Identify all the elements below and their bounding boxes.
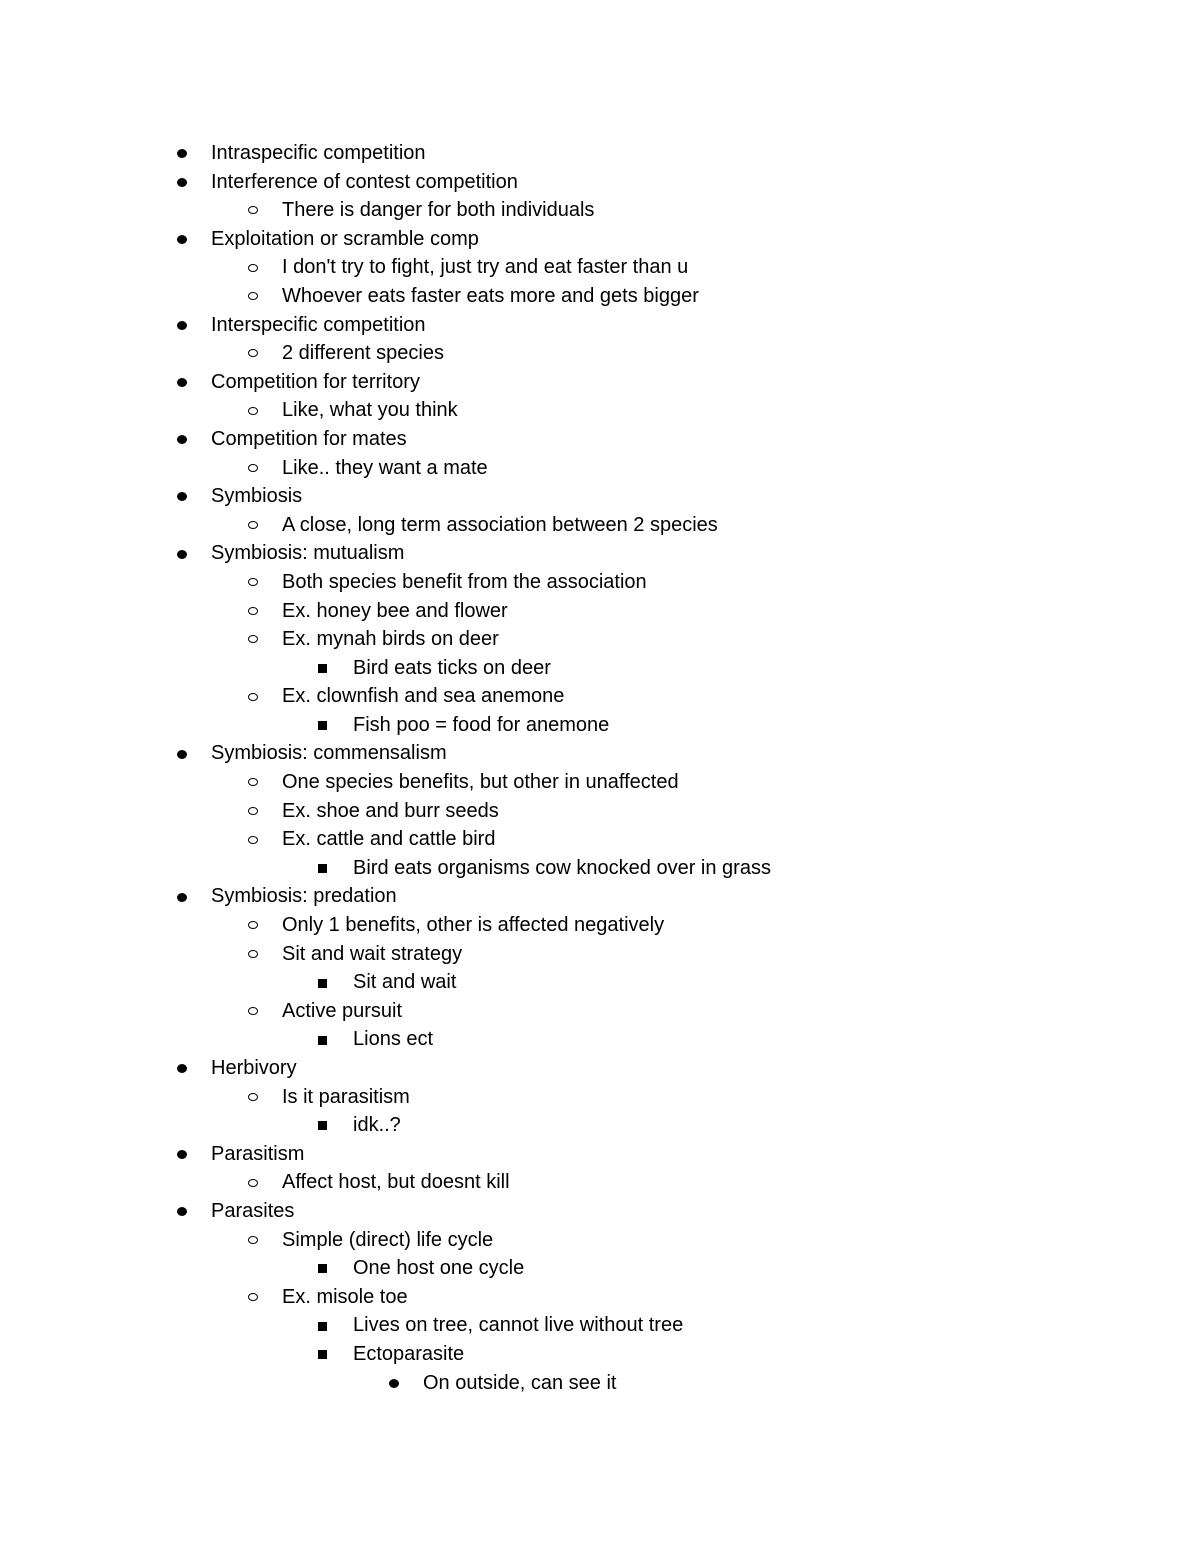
list-item-text: Herbivory: [211, 1057, 297, 1079]
bullet-circle-icon: [248, 768, 262, 797]
bullet-disc-icon: [177, 1140, 191, 1169]
list-item-text: Symbiosis: mutualism: [211, 542, 405, 565]
list-item-level-0: [0, 739, 1200, 768]
bullet-disc-icon: [177, 368, 191, 397]
list-item-level-1: [0, 1083, 1200, 1112]
list-item-text: Only 1 benefits, other is affected negatively: [282, 914, 665, 937]
bullet-square-icon: [318, 1340, 332, 1369]
bullet-circle-icon: [248, 625, 262, 654]
bullet-disc-icon: [177, 1054, 191, 1083]
list-item-text: On outside, can see it: [423, 1371, 617, 1394]
list-item-level-2: [0, 1340, 1200, 1369]
list-item-text: I don't try to fight, just try and eat faster than u: [282, 256, 689, 279]
list-item-level-1: [0, 396, 1200, 425]
list-item-level-1: [0, 625, 1200, 654]
list-item-text: One host one cycle: [353, 1257, 525, 1280]
list-item-level-2: [0, 1111, 1200, 1140]
list-item-level-2: [0, 968, 1200, 997]
list-item-level-1: [0, 797, 1200, 826]
list-item-text: Bird eats ticks on deer: [353, 656, 551, 679]
list-item-text: Like, what you think: [282, 399, 458, 422]
notes-outline: [0, 139, 1200, 1397]
list-item-text: Ex. cattle and cattle bird: [282, 828, 496, 851]
list-item-level-2: [0, 1025, 1200, 1054]
list-item-level-0: [0, 1054, 1200, 1083]
bullet-square-icon: [318, 1254, 332, 1283]
list-item-level-1: [0, 682, 1200, 711]
bullet-disc-icon: [177, 1197, 191, 1226]
list-item-text: Competition for mates: [211, 427, 407, 450]
bullet-square-icon: [318, 711, 332, 740]
bullet-disc-icon: [177, 482, 191, 511]
list-item-level-2: [0, 654, 1200, 683]
list-item-text: Active pursuit: [282, 999, 403, 1022]
list-item-text: Is it parasitism: [282, 1085, 410, 1108]
list-item-text: Bird eats organisms cow knocked over in grass: [353, 856, 771, 879]
bullet-disc-icon: [177, 225, 191, 254]
list-item-text: Intraspecific competition: [211, 142, 426, 164]
list-item-level-2: [0, 1311, 1200, 1340]
bullet-circle-icon: [248, 682, 262, 711]
bullet-disc-icon: [177, 739, 191, 768]
bullet-circle-icon: [248, 454, 262, 483]
bullet-square-icon: [318, 1111, 332, 1140]
list-item-text: Symbiosis: [211, 485, 303, 508]
list-item-text: One species benefits, but other in unaffected: [282, 771, 679, 794]
list-item-level-1: [0, 997, 1200, 1026]
bullet-square-icon: [318, 1025, 332, 1054]
list-item-level-1: [0, 253, 1200, 282]
bullet-disc-icon: [177, 539, 191, 568]
list-item-level-0: [0, 482, 1200, 511]
bullet-circle-icon: [248, 940, 262, 969]
list-item-level-1: [0, 940, 1200, 969]
bullet-circle-icon: [248, 911, 262, 940]
bullet-disc-icon: [177, 311, 191, 340]
list-item-level-2: [0, 854, 1200, 883]
list-item-text: A close, long term association between 2 species: [282, 513, 718, 536]
bullet-circle-icon: [248, 196, 262, 225]
list-item-level-0: [0, 539, 1200, 568]
bullet-disc-icon: [177, 168, 191, 197]
list-item-text: Parasitism: [211, 1142, 305, 1165]
list-item-level-1: [0, 282, 1200, 311]
list-item-text: idk..?: [353, 1114, 401, 1137]
list-item-level-2: [0, 1254, 1200, 1283]
bullet-disc-icon: [389, 1369, 403, 1398]
bullet-circle-icon: [248, 1168, 262, 1197]
list-item-level-0: [0, 168, 1200, 197]
bullet-circle-icon: [248, 1283, 262, 1312]
list-item-level-1: [0, 1283, 1200, 1312]
list-item-text: 2 different species: [282, 342, 444, 365]
list-item-level-3: [0, 1369, 1200, 1398]
list-item-text: Interference of contest competition: [211, 170, 518, 193]
bullet-disc-icon: [177, 882, 191, 911]
bullet-circle-icon: [248, 339, 262, 368]
bullet-circle-icon: [248, 511, 262, 540]
bullet-circle-icon: [248, 997, 262, 1026]
bullet-circle-icon: [248, 568, 262, 597]
list-item-text: Symbiosis: commensalism: [211, 742, 447, 765]
bullet-square-icon: [318, 1311, 332, 1340]
list-item-level-1: [0, 768, 1200, 797]
list-item-level-1: [0, 454, 1200, 483]
list-item-text: Simple (direct) life cycle: [282, 1228, 494, 1251]
list-item-text: Ex. misole toe: [282, 1285, 408, 1308]
list-item-text: Competition for territory: [211, 370, 420, 393]
list-item-text: Ectoparasite: [353, 1342, 465, 1365]
list-item-text: Sit and wait: [353, 971, 457, 994]
bullet-disc-icon: [177, 139, 191, 168]
list-item-text: Interspecific competition: [211, 313, 426, 336]
list-item-level-1: [0, 339, 1200, 368]
list-item-text: Ex. mynah birds on deer: [282, 628, 499, 651]
list-item-level-0: [0, 882, 1200, 911]
bullet-circle-icon: [248, 597, 262, 626]
list-item-level-1: [0, 568, 1200, 597]
list-item-text: Fish poo = food for anemone: [353, 713, 610, 736]
bullet-square-icon: [318, 654, 332, 683]
list-item-level-1: [0, 825, 1200, 854]
bullet-disc-icon: [177, 425, 191, 454]
list-item-level-1: [0, 1168, 1200, 1197]
list-item-text: Sit and wait strategy: [282, 942, 463, 965]
bullet-circle-icon: [248, 825, 262, 854]
bullet-circle-icon: [248, 1083, 262, 1112]
list-item-level-1: [0, 1226, 1200, 1255]
bullet-square-icon: [318, 854, 332, 883]
list-item-text: Ex. honey bee and flower: [282, 599, 508, 622]
list-item-level-1: [0, 911, 1200, 940]
list-item-text: Lions ect: [353, 1028, 434, 1051]
list-item-text: Whoever eats faster eats more and gets bigger: [282, 284, 699, 307]
list-item-level-0: [0, 311, 1200, 340]
list-item-text: Like.. they want a mate: [282, 456, 488, 479]
list-item-level-0: [0, 225, 1200, 254]
list-item-level-0: [0, 1140, 1200, 1169]
bullet-circle-icon: [248, 396, 262, 425]
list-item-level-2: [0, 711, 1200, 740]
list-item-text: Exploitation or scramble comp: [211, 227, 479, 250]
list-item-text: Ex. shoe and burr seeds: [282, 799, 499, 822]
list-item-level-1: [0, 597, 1200, 626]
bullet-circle-icon: [248, 282, 262, 311]
list-item-level-0: [0, 368, 1200, 397]
bullet-circle-icon: [248, 1226, 262, 1255]
bullet-circle-icon: [248, 253, 262, 282]
bullet-circle-icon: [248, 797, 262, 826]
list-item-text: Affect host, but doesnt kill: [282, 1171, 510, 1194]
list-item-level-0: [0, 1197, 1200, 1226]
list-item-level-0: [0, 425, 1200, 454]
list-item-text: There is danger for both individuals: [282, 199, 595, 222]
bullet-square-icon: [318, 968, 332, 997]
list-item-level-1: [0, 511, 1200, 540]
list-item-text: Ex. clownfish and sea anemone: [282, 685, 565, 708]
list-item-text: Symbiosis: predation: [211, 885, 397, 908]
list-item-text: Parasites: [211, 1199, 295, 1222]
list-item-level-0: [0, 139, 1200, 168]
list-item-text: Both species benefit from the association: [282, 570, 647, 593]
list-item-level-1: [0, 196, 1200, 225]
list-item-text: Lives on tree, cannot live without tree: [353, 1314, 684, 1337]
